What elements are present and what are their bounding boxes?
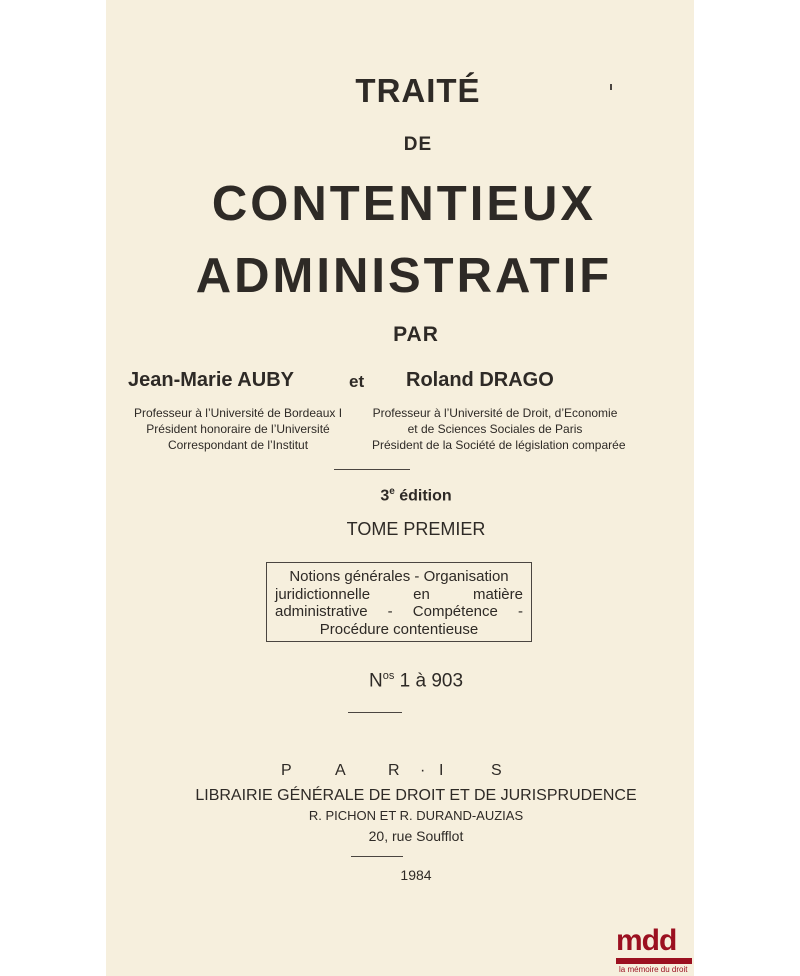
contents-word: matière <box>472 585 523 603</box>
city-letter: A <box>335 762 346 779</box>
author1-affiliations <box>120 405 356 453</box>
author2-title-line: Professeur à l’Université de Droit, d’Economie <box>372 406 618 420</box>
author-drago: Roland DRAGO <box>406 369 554 391</box>
edition-number: 3 <box>380 487 390 505</box>
numbers-prefix: N <box>368 670 383 692</box>
city-letter: R <box>388 762 400 779</box>
title-page <box>106 0 694 976</box>
author1-title-line: Professeur à l’Université de Bordeaux I <box>133 406 343 420</box>
author-auby: Jean-Marie AUBY <box>128 369 294 391</box>
city-letter: P <box>281 762 292 779</box>
edition-word: édition <box>399 487 452 505</box>
edition-suffix: e <box>389 486 395 497</box>
contents-word: Compétence <box>412 603 498 620</box>
author1-title-line: Président honoraire de l’Université <box>146 422 330 436</box>
city-letter: · <box>420 762 426 779</box>
contents-line <box>275 586 523 604</box>
publisher-name: LIBRAIRIE GÉNÉRALE DE DROIT ET DE JURISPRUDENCE <box>195 787 637 804</box>
title-traite: TRAITÉ <box>355 72 481 109</box>
mdd-logo-mark: mdd <box>616 924 677 957</box>
publisher-address: 20, rue Soufflot <box>368 828 464 844</box>
contents-line: Notions générales - Organisation <box>289 568 509 585</box>
by-label: PAR <box>393 323 439 346</box>
contents-word: administrative <box>275 603 368 620</box>
publication-year: 1984 <box>400 867 432 883</box>
edition-label <box>106 486 694 505</box>
publisher-editors: R. PICHON ET R. DURAND-AUZIAS <box>308 808 524 823</box>
contents-box <box>266 562 532 642</box>
title-contentieux: CONTENTIEUX <box>211 177 597 231</box>
city-letter: S <box>491 762 502 779</box>
author-connector: et <box>349 372 365 391</box>
tome-label: TOME PREMIER <box>346 519 486 539</box>
author2-title-line: et de Sciences Sociales de Paris <box>407 422 583 436</box>
section-numbers <box>106 670 694 692</box>
contents-line: Procédure contentieuse <box>319 620 479 638</box>
contents-word: juridictionnelle <box>275 585 371 603</box>
author2-title-line: Président de la Société de législation comparée <box>372 438 626 452</box>
author2-affiliations <box>372 405 626 453</box>
contents-line <box>275 603 523 621</box>
author1-title-line: Correspondant de l’Institut <box>167 438 309 452</box>
title-de: DE <box>403 134 433 155</box>
title-administratif: ADMINISTRATIF <box>195 249 613 303</box>
city-letter: I <box>439 762 444 779</box>
numbers-prefix-sup: os <box>382 670 395 682</box>
contents-word: - <box>517 603 523 620</box>
contents-word: - <box>387 603 393 620</box>
divider-rule <box>348 712 402 713</box>
contents-word: en <box>413 585 430 603</box>
numbers-range: 1 à 903 <box>394 670 464 692</box>
divider-rule <box>351 856 403 857</box>
mdd-logo-bar <box>616 958 692 964</box>
divider-rule <box>334 469 410 470</box>
mdd-logo-tagline: la mémoire du droit <box>619 965 688 974</box>
